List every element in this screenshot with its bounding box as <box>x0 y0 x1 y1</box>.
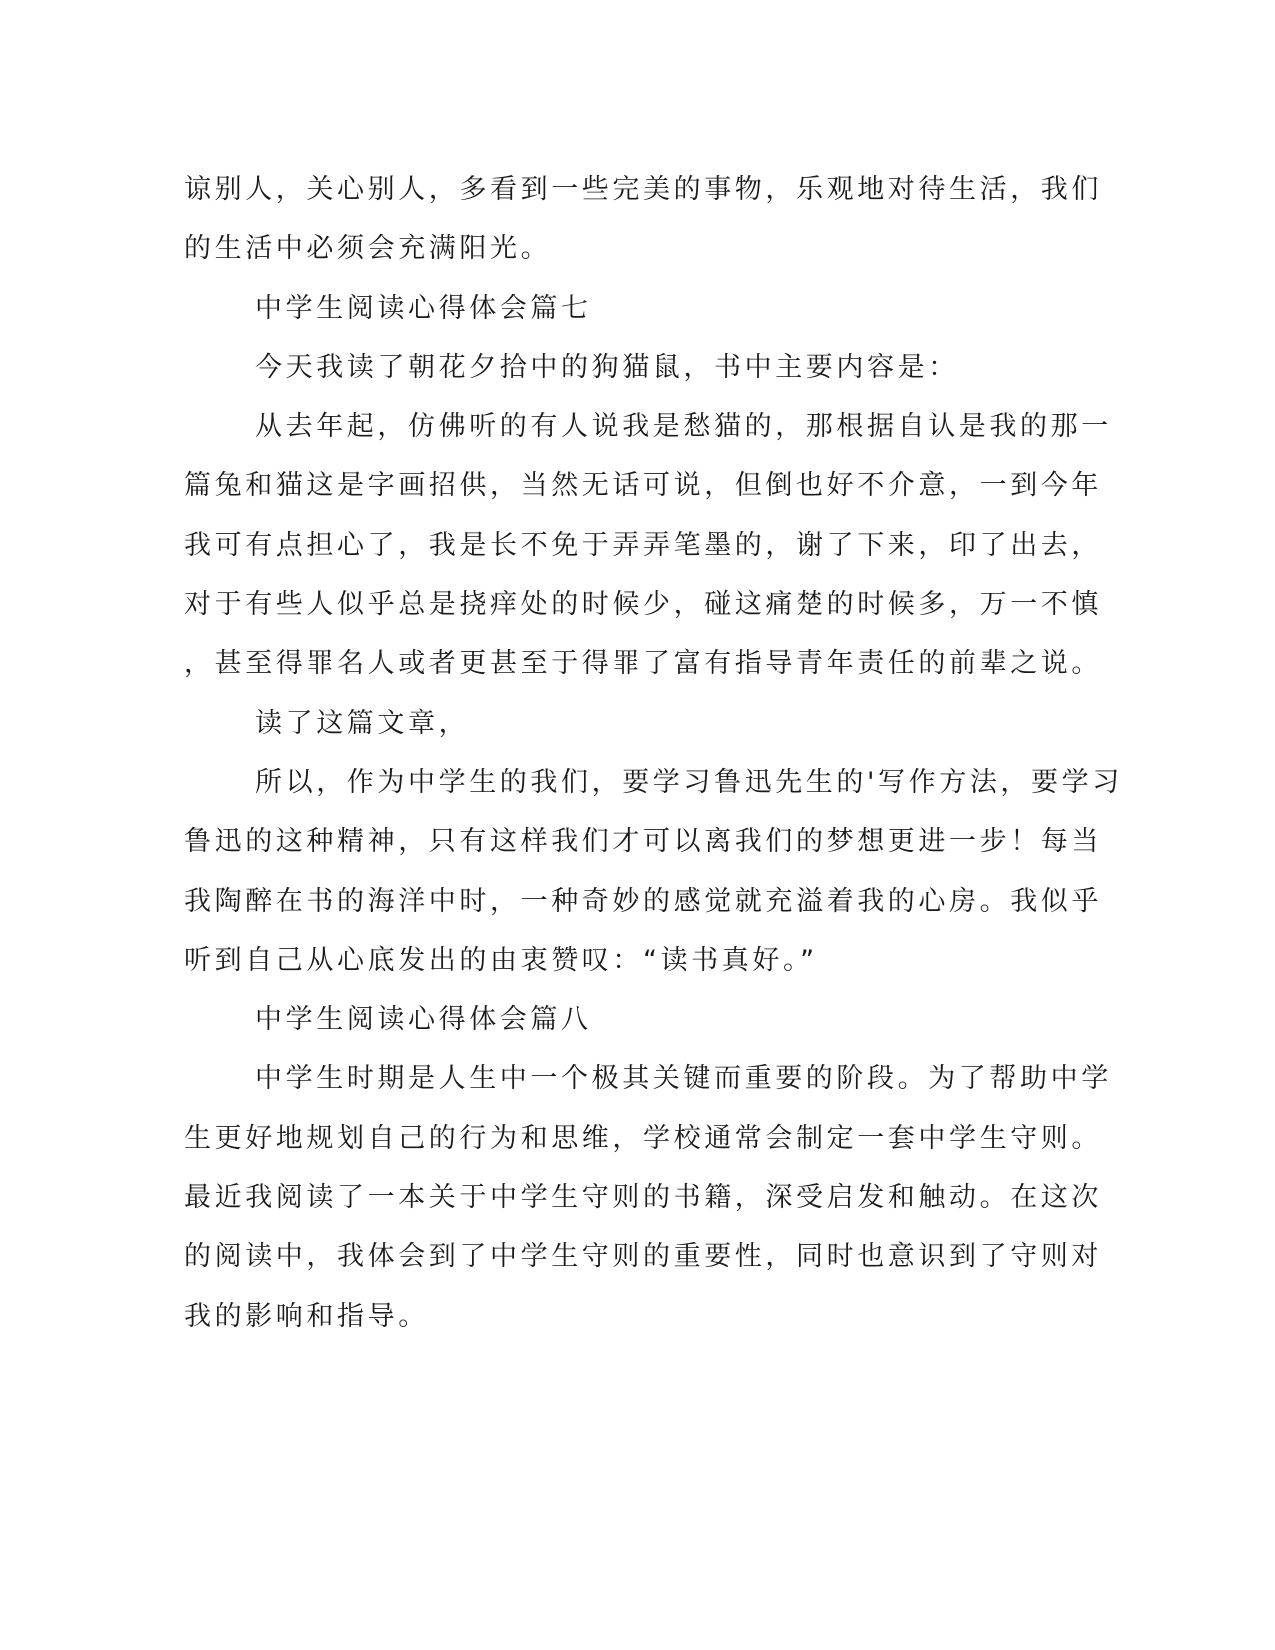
body-text-line: 谅别人，关心别人，多看到一些完美的事物，乐观地对待生活，我们 <box>184 174 1102 205</box>
body-text-line: 我可有点担心了，我是长不免于弄弄笔墨的，谢了下来，印了出去， <box>184 529 1102 561</box>
section-heading-part-8: 中学生阅读心得体会篇八 <box>255 1004 592 1036</box>
body-text-line: 对于有些人似乎总是挠痒处的时候少，碰这痛楚的时候多，万一不慎 <box>184 589 1102 621</box>
body-text-line: 鲁迅的这种精神，只有这样我们才可以离我们的梦想更进一步！每当 <box>184 826 1102 858</box>
body-text-line: 读了这篇文章， <box>255 707 470 739</box>
body-text-line: 所以，作为中学生的我们，要学习鲁迅先生的'写作方法，要学习 <box>255 766 1123 798</box>
body-text-line: 从去年起，仿佛听的有人说我是愁猫的，那根据自认是我的那一 <box>255 411 1112 443</box>
body-text-line: 我陶醉在书的海洋中时，一种奇妙的感觉就充溢着我的心房。我似乎 <box>184 885 1102 917</box>
body-text-line: 篇兔和猫这是字画招供，当然无话可说，但倒也好不介意，一到今年 <box>184 470 1102 502</box>
body-text-line: ，甚至得罪名人或者更甚至于得罪了富有指导青年责任的前辈之说。 <box>184 648 1102 680</box>
body-text-line: 生更好地规划自己的行为和思维，学校通常会制定一套中学生守则。 <box>184 1122 1102 1154</box>
section-heading-part-7: 中学生阅读心得体会篇七 <box>255 292 592 324</box>
body-text-line: 今天我读了朝花夕拾中的狗猫鼠，书中主要内容是： <box>255 351 959 383</box>
body-text-line: 我的影响和指导。 <box>184 1300 429 1332</box>
body-text-line: 的阅读中，我体会到了中学生守则的重要性，同时也意识到了守则对 <box>184 1241 1102 1273</box>
body-text-line: 最近我阅读了一本关于中学生守则的书籍，深受启发和触动。在这次 <box>184 1182 1102 1214</box>
body-text-line: 听到自己从心底发出的由衷赞叹：“读书真好。” <box>184 944 818 976</box>
body-text-line: 的生活中必须会充满阳光。 <box>184 233 552 265</box>
document-body <box>184 160 1123 1346</box>
body-text-line: 中学生时期是人生中一个极其关键而重要的阶段。为了帮助中学 <box>255 1063 1112 1095</box>
